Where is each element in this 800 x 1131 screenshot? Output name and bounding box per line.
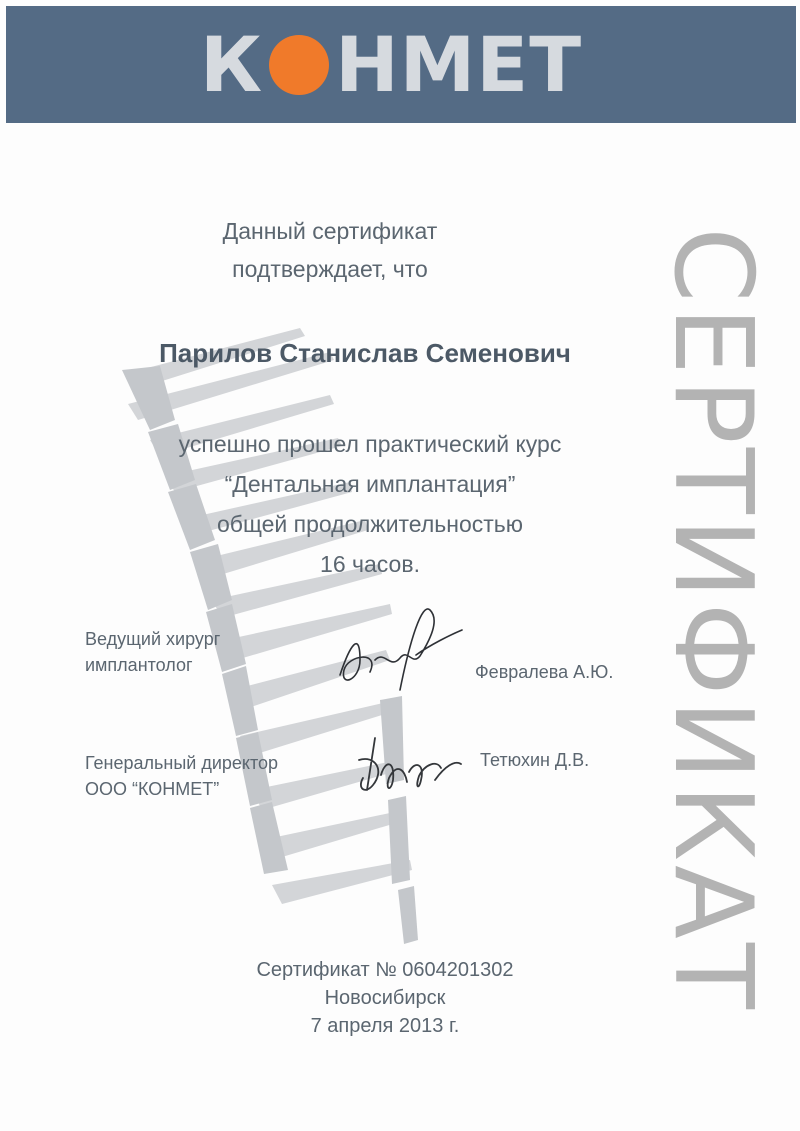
course-duration: 16 часов. [320, 551, 420, 577]
certificate-footer [200, 956, 570, 1040]
intro-text [180, 212, 480, 288]
course-line: общей продолжительностью [216, 511, 524, 537]
course-line: успешно прошел практический курс [178, 431, 562, 457]
recipient-name: Парилов Станислав Семенович [159, 338, 571, 368]
intro-line: Данный сертификат [222, 218, 438, 244]
signatory-title-line: ООО “КОНМЕТ” [85, 779, 220, 799]
logo-letters: НМЕТ [335, 19, 583, 109]
signatory-title-line: имплантолог [85, 655, 193, 675]
watermark-stripe [272, 860, 412, 904]
signatory-title [85, 626, 220, 678]
course-description [90, 424, 650, 584]
certificate-number: Сертификат № 0604201302 [256, 959, 514, 981]
signatory-name: Февралева А.Ю. [475, 662, 614, 682]
watermark-band [398, 886, 418, 944]
logo-letter-k: К [199, 19, 264, 109]
signatory-title [85, 750, 278, 802]
course-title: “Дентальная имплантация” [224, 471, 516, 497]
certificate-city: Новосибирск [324, 987, 446, 1009]
side-title-certificate: СЕРТИФИКАТ [650, 227, 775, 1013]
signatory-title-line: Генеральный директор [85, 753, 279, 773]
certificate-date: 7 апреля 2013 г. [310, 1015, 460, 1037]
handwritten-signature [345, 730, 475, 810]
handwritten-signature [330, 600, 470, 700]
signatory-title-line: Ведущий хирург [85, 629, 221, 649]
signatory-name: Тетюхин Д.В. [480, 750, 590, 770]
intro-line: подтверждает, что [232, 256, 428, 282]
